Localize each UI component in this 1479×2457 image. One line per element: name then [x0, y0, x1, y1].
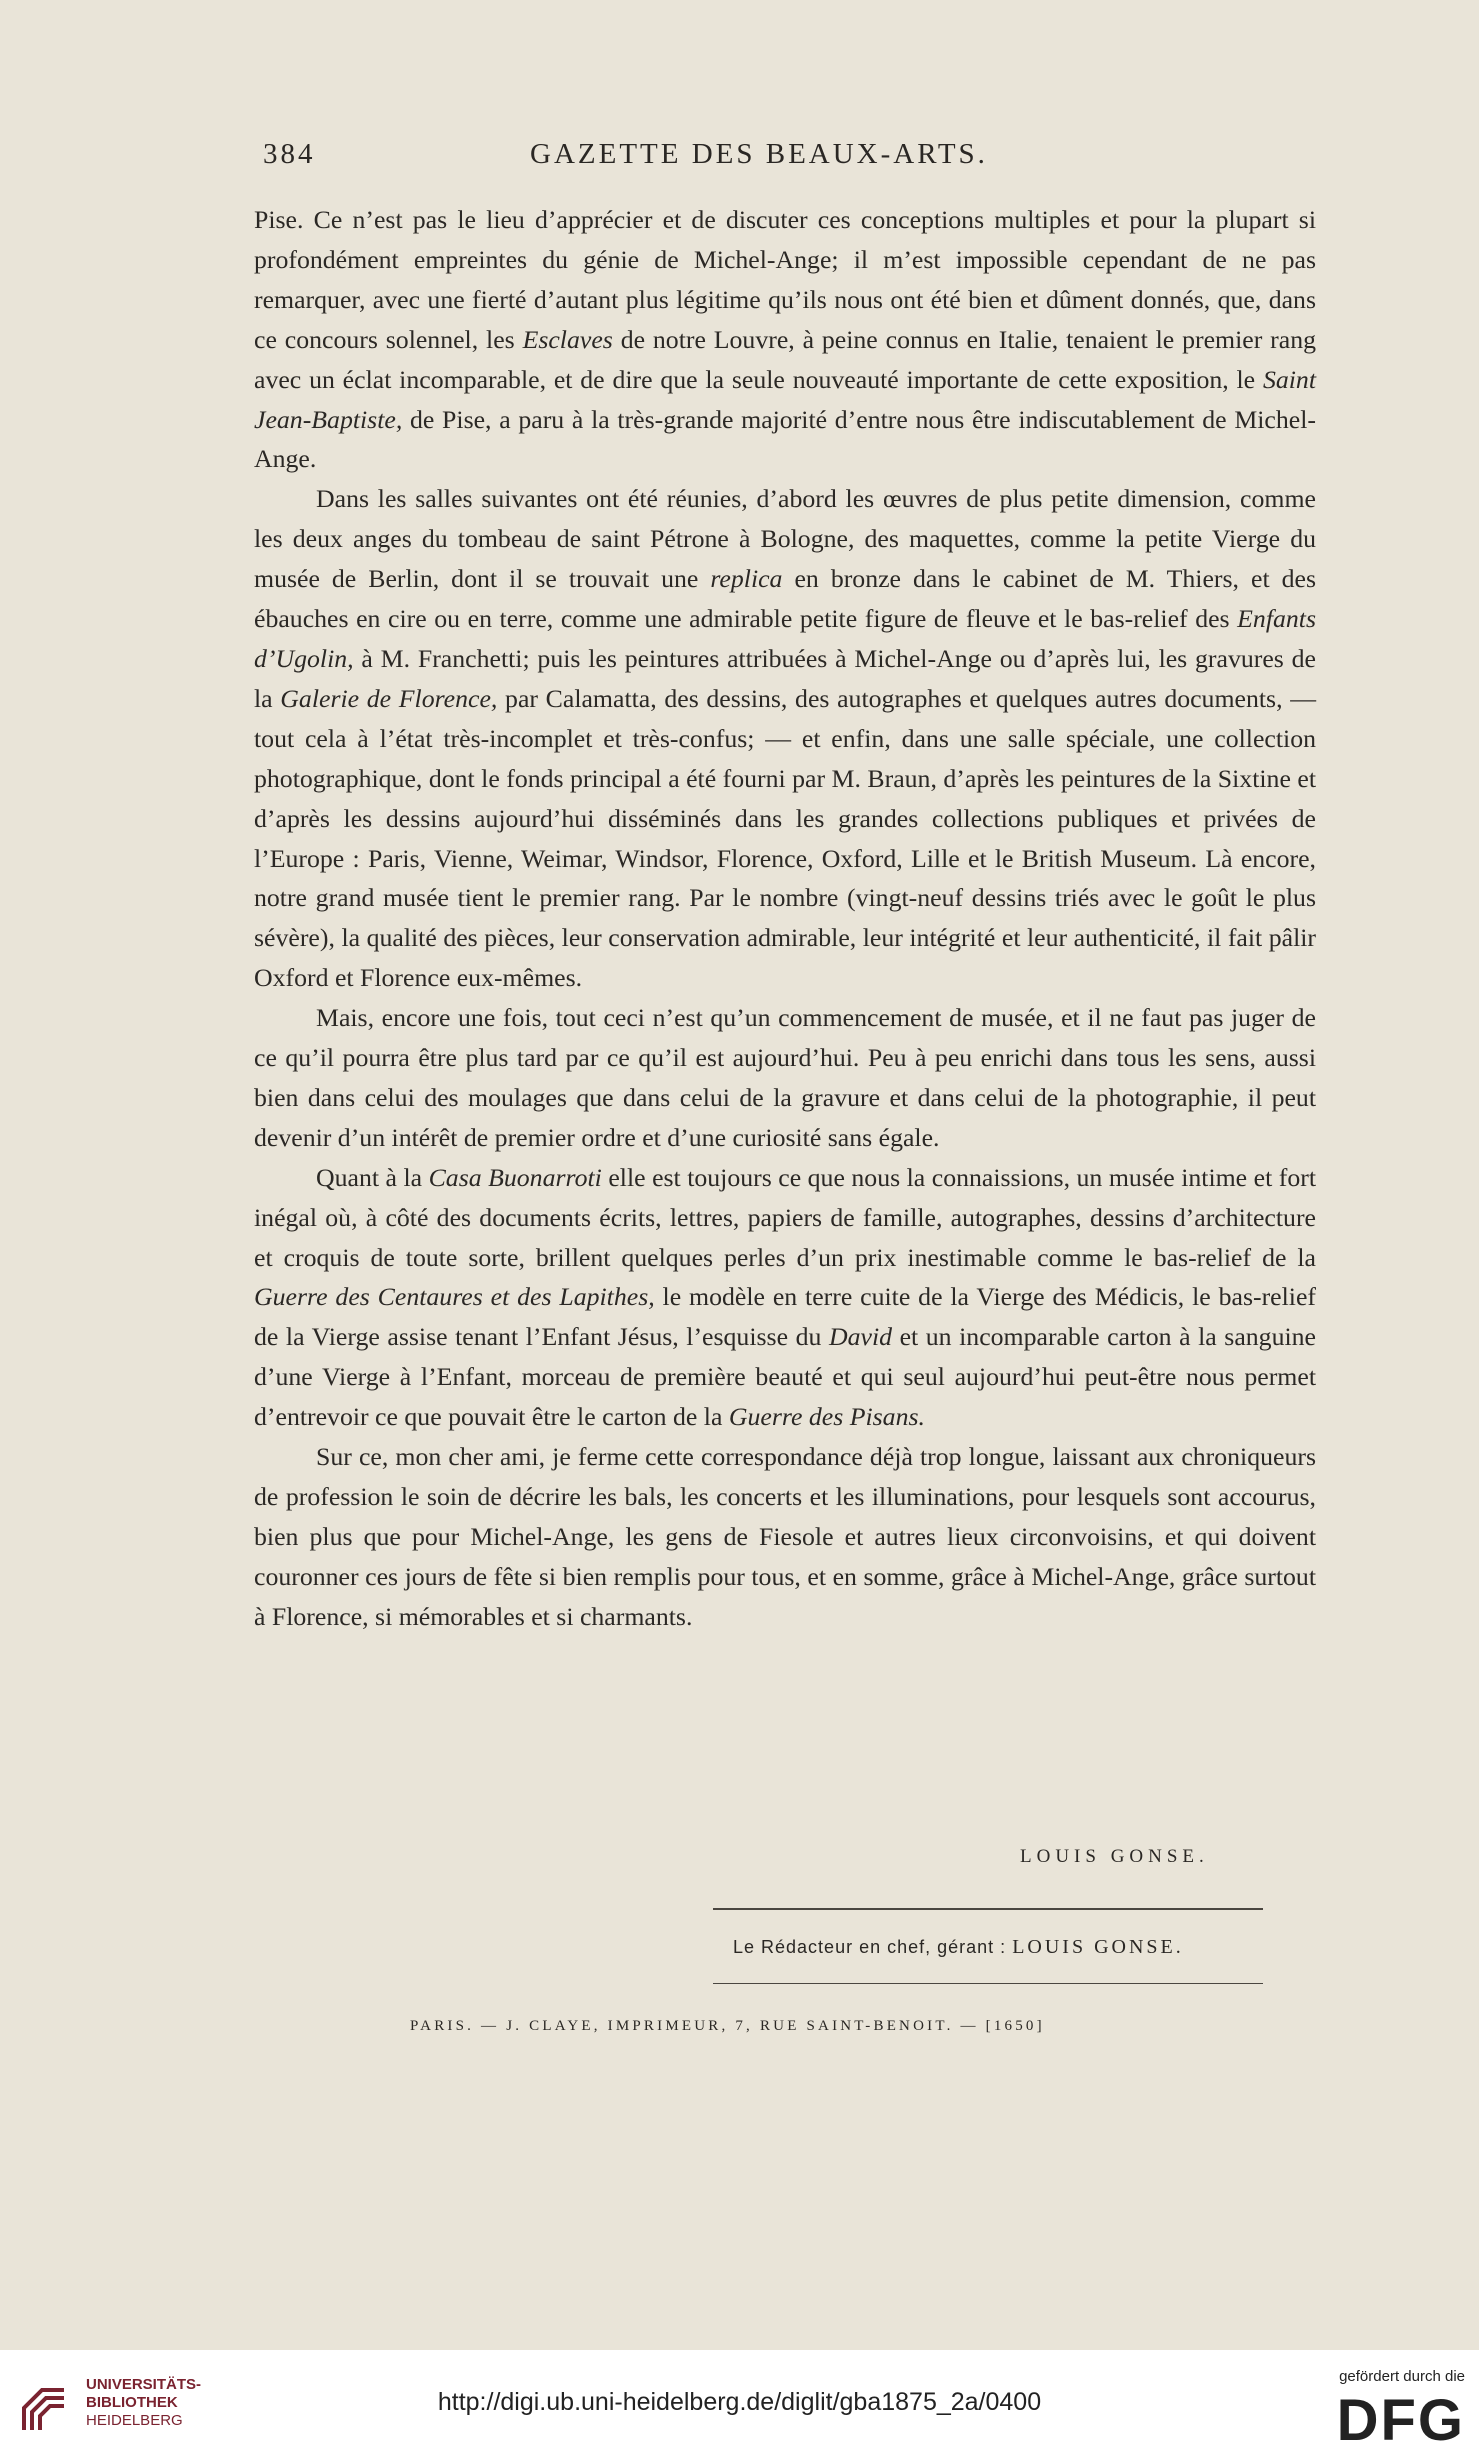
running-head: [255, 138, 1255, 178]
text-run: et un incomparable carton à la sanguine d’une Vierge à l’Enfant, morceau de première beauté et qui seul aujourd’hui peut-être nous permet d’entrevoir ce que pouvait être le carton de la: [254, 1322, 1316, 1432]
editor-name: LOUIS GONSE.: [1012, 1936, 1184, 1958]
text-run: le modèle en terre cuite de la Vierge des Médicis, le bas-relief de la Vierge assise tenant l’Enfant Jésus, l’esquisse du: [254, 1282, 1316, 1352]
italic-title: David: [828, 1322, 893, 1352]
printer-imprint: PARIS. — J. CLAYE, IMPRIMEUR, 7, RUE SAINT-BENOIT. — [1650]: [410, 2018, 1045, 2034]
italic-title: Guerre des Centaures et des Lapithes,: [254, 1282, 655, 1312]
library-name-line: HEIDELBERG: [86, 2412, 183, 2429]
dfg-logo: DFG: [1336, 2388, 1465, 2453]
journal-title: GAZETTE DES BEAUX-ARTS.: [530, 138, 988, 170]
library-name-line: BIBLIOTHEK: [86, 2394, 178, 2411]
text-run: en bronze dans le cabinet de M. Thiers, et des ébauches en cire ou en terre, comme une admirable petite figure de fleuve et le bas-relief des: [254, 564, 1316, 634]
text-run: Quant à la: [316, 1162, 429, 1192]
text-run: de Pise, a paru à la très-grande majorité d’entre nous être indiscutablement de Michel-Ange.: [254, 404, 1316, 474]
italic-title: Enfants d’Ugolin,: [254, 604, 1316, 673]
paragraph-2: [254, 479, 1316, 998]
italic-title: replica: [710, 564, 783, 594]
divider-rule: [713, 1908, 1263, 1910]
italic-title: Esclaves: [522, 324, 613, 354]
library-name-line: UNIVERSITÄTS-: [86, 2376, 202, 2393]
paragraph-3: Mais, encore une fois, tout ceci n’est qu’un commencement de musée, et il ne faut pas juger de ce qu’il pourra être plus tard par ce qu’il est aujourd’hui. Peu à peu enrichi dans tous les sens, aussi bien dans celui des moulages que dans celui de la gravure et dans celui de la photographie, il peut devenir d’un intérêt de premier ordre et d’une curiosité sans égale.: [254, 1003, 1316, 1152]
text-run: par Calamatta, des dessins, des autographes et quelques autres documents, — tout cela à l’état très-incomplet et très-confus; — et enfin, dans une salle spéciale, une collection photographique, dont le fonds principal a été fourni par M. Braun, d’après les peintures de la Sixtine et d’après les dessins aujourd’hui disséminés dans les grandes collections publiques et privées de l’Europe : Paris, Vienne, Weimar, Windsor, Florence, Oxford, Lille et le British Museum. Là encore, notre grand musée tient le premier rang. Par le nombre (vingt-neuf dessins triés avec le goût le plus sévère), la qualité des pièces, leur conservation admirable, leur intégrité et leur authenticité, il fait pâlir Oxford et Florence eux-mêmes.: [254, 683, 1316, 993]
page-number: 384: [263, 138, 316, 170]
editor-label: Le Rédacteur en chef, gérant :: [733, 1937, 1007, 1957]
paragraph-5: Sur ce, mon cher ami, je ferme cette correspondance déjà trop longue, laissant aux chroniqueurs de profession le soin de décrire les bals, les concerts et les illuminations, pour lesquels sont accourus, bien plus que pour Michel-Ange, les gens de Fiesole et autres lieux circonvoisins, et qui doivent couronner ces jours de fête si bien remplis pour tous, et en somme, grâce à Michel-Ange, grâce surtout à Florence, si mémorables et si charmants.: [254, 1442, 1316, 1631]
text-run: elle est toujours ce que nous la connaissions, un musée intime et fort inégal où, à côté des documents écrits, lettres, papiers de famille, autographes, dessins d’architecture et croquis de toute sorte, brillent quelques perles d’un prix inestimable comme le bas-relief de la: [254, 1162, 1316, 1272]
italic-title: Galerie de Florence,: [280, 683, 498, 713]
text-run: à M. Franchetti; puis les peintures attribuées à Michel-Ange ou d’après lui, les gravures de la: [254, 643, 1316, 713]
divider-rule: [713, 1983, 1263, 1984]
editor-line: [733, 1936, 1184, 1959]
italic-title: Guerre des Pisans.: [728, 1402, 925, 1432]
text-run: de notre Louvre, à peine connus en Italie, tenaient le premier rang avec un éclat incomparable, et de dire que la seule nouveauté importante de cette exposition, le: [254, 324, 1316, 394]
italic-title: Saint Jean-Baptiste,: [254, 364, 1316, 434]
author-signature: LOUIS GONSE.: [1020, 1846, 1209, 1867]
funding-label: gefördert durch die: [1339, 2368, 1465, 2385]
text-run: Dans les salles suivantes ont été réunies, d’abord les œuvres de plus petite dimension, comme les deux anges du tombeau de saint Pétrone à Bologne, des maquettes, comme la petite Vierge du musée de Berlin, dont il se trouvait une: [254, 484, 1316, 594]
article-body: [254, 200, 1316, 1637]
permalink-url[interactable]: http://digi.ub.uni-heidelberg.de/diglit/gba1875_2a/0400: [437, 2388, 1042, 2416]
text-run: Pise. Ce n’est pas le lieu d’apprécier et de discuter ces conceptions multiples et pour la plupart si profondément empreintes du génie de Michel-Ange; il m’est impossible cependant de ne pas remarquer, avec une fierté d’autant plus légitime qu’ils nous ont été bien et dûment donnés, que, dans ce concours solennel, les: [254, 205, 1316, 354]
italic-title: Casa Buonarroti: [428, 1162, 602, 1192]
paragraph-4: [254, 1158, 1316, 1437]
paragraph-1: [254, 200, 1316, 479]
digitization-footer: [0, 2350, 1479, 2457]
